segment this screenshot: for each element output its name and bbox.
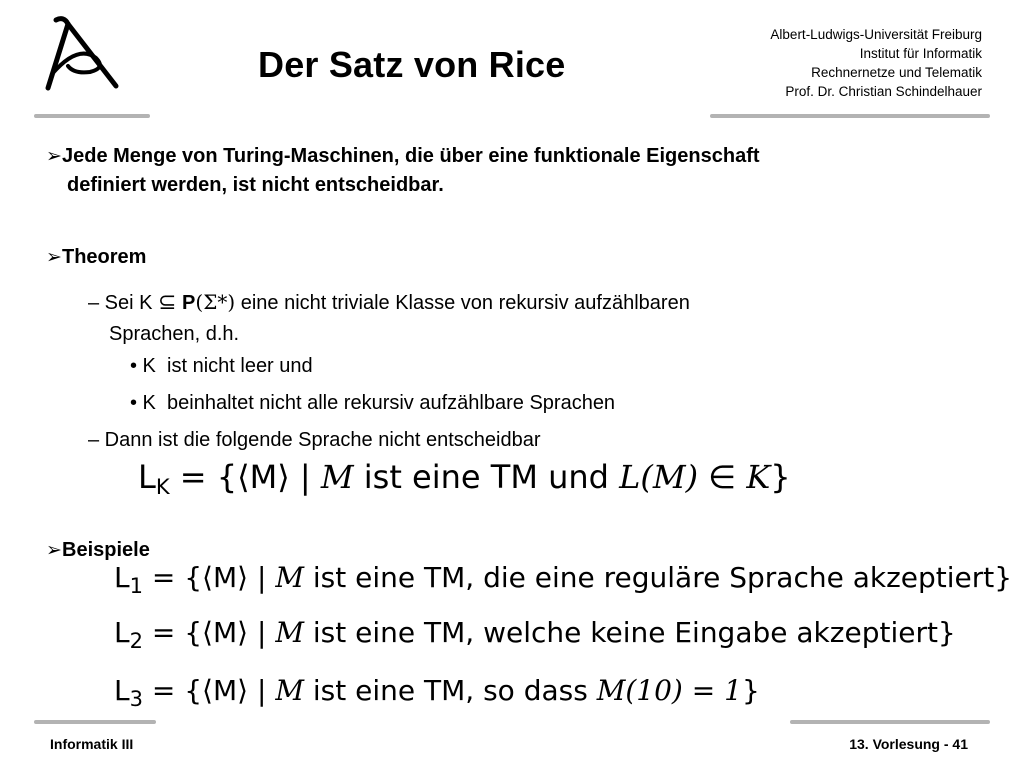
arrow-bullet-icon: ➢ xyxy=(46,247,62,268)
example-text: ist eine TM, welche keine Eingabe akzeptiert} xyxy=(303,616,956,649)
university-logo xyxy=(38,14,128,96)
example-open: = {⟨M⟩ | xyxy=(142,616,276,649)
institution-block xyxy=(770,25,982,101)
example-M: M xyxy=(275,561,304,594)
footer-rule-left xyxy=(34,720,156,724)
arrow-bullet-icon: ➢ xyxy=(46,540,62,561)
power-set-symbol: P xyxy=(182,292,196,314)
example-sub: 2 xyxy=(129,629,143,653)
lk-L: L xyxy=(138,458,156,496)
bullet-text: Jede Menge von Turing-Maschinen, die über eine funktionale Eigenschaft xyxy=(62,145,760,167)
example-M: M xyxy=(275,674,304,707)
example-close: } xyxy=(741,674,760,707)
examples-heading xyxy=(46,539,150,562)
arrow-bullet-icon: ➢ xyxy=(46,146,62,167)
examples-label: Beispiele xyxy=(62,539,150,561)
example-3: $L_3$ = {⟨M⟩ | M ist eine TM, so dass M(10) = 1} xyxy=(114,674,760,711)
theorem-label: Theorem xyxy=(62,246,147,268)
bullet-text: definiert werden, ist nicht entscheidbar. xyxy=(67,174,444,196)
example-M: M xyxy=(275,616,304,649)
institution-line: Rechnernetze und Telematik xyxy=(811,65,982,80)
subset-symbol: ⊆ xyxy=(158,289,177,314)
lk-open: = {⟨M⟩ | xyxy=(169,458,321,496)
theorem-heading xyxy=(46,246,146,269)
bullet-main xyxy=(46,142,760,200)
theorem-sub2: – Dann ist die folgende Sprache nicht entscheidbar xyxy=(88,429,541,451)
institution-line: Albert-Ludwigs-Universität Freiburg xyxy=(770,27,982,42)
example-sub: 3 xyxy=(129,687,143,711)
footer-rule-right xyxy=(790,720,990,724)
lk-close: } xyxy=(770,458,791,496)
example-text: ist eine TM, die eine reguläre Sprache akzeptiert} xyxy=(303,561,1013,594)
point-1: • K ist nicht leer und xyxy=(130,355,313,377)
example-M10: M(10) = 1 xyxy=(596,674,742,707)
header-rule-right xyxy=(710,114,990,118)
footer-right: 13. Vorlesung - 41 xyxy=(849,736,968,752)
page-title: Der Satz von Rice xyxy=(258,44,566,85)
header-rule-left xyxy=(34,114,150,118)
theorem-sub1 xyxy=(88,286,690,350)
lk-LM: L(M) xyxy=(619,458,699,496)
example-open: = {⟨M⟩ | xyxy=(142,561,276,594)
lk-K: K xyxy=(746,458,771,496)
point-2: • K beinhaltet nicht alle rekursiv aufzählbare Sprachen xyxy=(130,392,616,414)
lk-sub: K xyxy=(155,475,170,499)
example-open: = {⟨M⟩ | xyxy=(142,674,276,707)
lk-M: M xyxy=(320,458,354,496)
institution-line: Institut für Informatik xyxy=(859,46,982,61)
lk-mid: ist eine TM und xyxy=(353,458,620,496)
example-sub: 1 xyxy=(129,574,143,598)
lk-formula xyxy=(138,458,791,499)
example-text: ist eine TM, so dass xyxy=(303,674,597,707)
sigma-star: (Σ*) xyxy=(195,290,236,314)
sub1-line2: Sprachen, d.h. xyxy=(109,323,240,345)
sub1-suffix: eine nicht triviale Klasse von rekursiv aufzählbaren xyxy=(235,292,690,314)
example-1: $L_1$ = {⟨M⟩ | M ist eine TM, die eine reguläre Sprache akzeptiert} xyxy=(114,561,1013,598)
institution-line: Prof. Dr. Christian Schindelhauer xyxy=(785,84,982,99)
footer-left: Informatik III xyxy=(50,736,134,752)
example-2: $L_2$ = {⟨M⟩ | M ist eine TM, welche keine Eingabe akzeptiert} xyxy=(114,616,956,653)
lk-in: ∈ xyxy=(698,458,747,496)
sub1-prefix: – Sei K xyxy=(88,292,159,314)
